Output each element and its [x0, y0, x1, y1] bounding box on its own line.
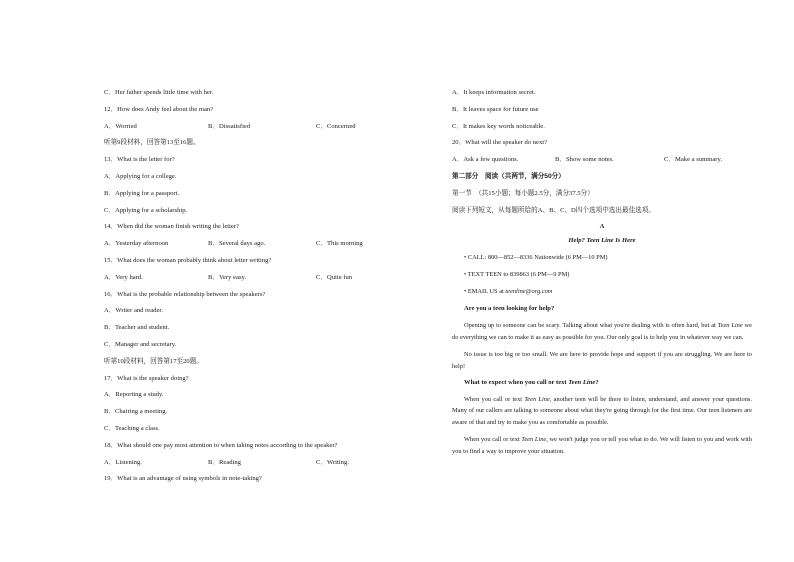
email-address: teenline@org.com — [505, 288, 553, 296]
q13-option-c: C．Applying for a scholarship. — [104, 206, 188, 214]
q14-option-a: A．Yesterday afternoon — [104, 240, 169, 248]
q15-option-b: B．Very easy. — [208, 273, 247, 281]
heading-2-end: ? — [595, 379, 599, 386]
contact-text: • TEXT TEEN to 839863 (6 PM—9 PM) — [464, 271, 570, 279]
q16-question: 16．What is the probable relationship between the speakers? — [104, 290, 266, 298]
passage-title: Help? Teen Line Is Here — [568, 237, 636, 245]
left-column — [104, 88, 404, 491]
q13-option-a: A．Applying for a college. — [104, 172, 177, 180]
q17-option-b: B．Chairing a meeting. — [104, 408, 168, 416]
paragraph-1-name: Teen Line — [717, 322, 743, 330]
q15-options — [104, 273, 404, 290]
paragraph-3-name: Teen Line — [524, 396, 550, 403]
heading-looking-for-help: Are you a teen looking for help? — [464, 305, 555, 313]
q17-question: 17．What is the speaker doing? — [104, 374, 189, 382]
q18-question: 18．What should one pay most attention to when taking notes according to the speaker? — [104, 441, 338, 449]
paragraph-4 — [452, 434, 752, 457]
q19-option-a: A．It keeps information secret. — [452, 89, 536, 96]
q12-option-c: C．Concerned — [316, 122, 356, 130]
paragraph-2: No issue is too big or too small. We are here to provide hope and support if you are struggling. We are here to help! — [452, 351, 752, 370]
right-column — [452, 88, 752, 457]
section-10-instruction: 听第10段材料，回答第17至20题。 — [104, 357, 203, 365]
q14-options — [104, 239, 404, 256]
q14-option-c: C．This morning — [316, 240, 363, 248]
q20-options — [452, 155, 752, 172]
part-2-heading: 第二部分 阅读（共两节，满分50分） — [452, 172, 565, 180]
paragraph-3-text-a: When you call or text — [464, 396, 525, 403]
q20-option-c: C．Make a summary. — [664, 156, 722, 164]
contact-call: • CALL: 800—852—8336 Nationwide (6 PM—10 PM) — [464, 254, 608, 262]
contact-email — [452, 287, 752, 304]
paragraph-1 — [452, 320, 752, 343]
q19-question: 19．What is an advantage of using symbols in note-taking? — [104, 475, 262, 483]
q20-option-b: B．Show some notes. — [555, 156, 614, 164]
q18-option-c: C．Writing. — [316, 458, 349, 466]
section-1-heading: 第一节 （共15小题；每小题2.5分，满分37.5分） — [452, 189, 594, 197]
q11-option-c: C．Her father spends little time with her. — [104, 89, 214, 96]
heading-2-text: What to expect when you call or text — [464, 379, 569, 386]
q16-option-b: B．Teacher and student. — [104, 324, 170, 332]
q12-option-a: A．Worried — [104, 122, 137, 130]
paragraph-4-text-a: When you call or text — [464, 436, 522, 444]
email-label: • EMAIL US at — [464, 288, 506, 296]
paragraph-4-name: Teen Line — [521, 436, 547, 444]
q18-option-a: A．Listening. — [104, 458, 142, 466]
q15-option-a: A．Very hard. — [104, 273, 143, 281]
q20-option-a: A．Ask a few questions. — [452, 156, 519, 164]
paragraph-3-text-b: , another teen will be there to listen, understand, and answer your questions. Many of our callers are talking to someone about what they're going through for the first time. Our teen listeners are aware of that and try to make you as comfortable as possible. — [452, 396, 753, 426]
q12-option-b: B．Dissatisfied — [208, 122, 251, 130]
q17-option-c: C．Teaching a class. — [104, 424, 160, 432]
q12-question: 12．How does Andy feel about the man? — [104, 105, 214, 113]
passage-letter: A — [599, 223, 605, 231]
q19-option-c: C．It makes key words noticeable. — [452, 122, 545, 130]
q19-option-b: B．It leaves space for future use — [452, 105, 539, 113]
q18-options — [104, 458, 404, 475]
reading-instruction: 阅读下列短文，从每题所给的A、B、C、D四个选项中选出最佳选项。 — [452, 206, 655, 214]
q12-options — [104, 122, 404, 139]
paragraph-1-text-b: we do everything we can to make it as easy as possible for you. Our only goal is to help you in whatever way we can. — [452, 322, 753, 341]
q20-question: 20．What will the speaker do next? — [452, 139, 548, 147]
q16-option-c: C．Manager and secretary. — [104, 340, 177, 348]
q13-option-b: B．Applying for a passport. — [104, 189, 180, 197]
heading-2-name: Teen Line — [568, 379, 596, 386]
q18-option-b: B．Reading — [208, 458, 241, 466]
q15-question: 15．What does the woman probably think about letter writing? — [104, 256, 272, 264]
paragraph-3 — [452, 394, 752, 428]
q13-question: 13．What is the letter for? — [104, 156, 175, 164]
q17-option-a: A．Reporting a study. — [104, 391, 164, 399]
heading-what-to-expect — [452, 378, 752, 394]
paragraph-4-text-b: , we won't judge you or tell you what to do. We will listen to you and work with you to find a way to improve your situation. — [452, 436, 752, 455]
q14-option-b: B．Several days ago. — [208, 240, 266, 248]
q15-option-c: C．Quite fun — [316, 273, 353, 281]
q14-question: 14．When did the woman finish writing the letter? — [104, 223, 239, 231]
paragraph-1-text-a: Opening up to someone can be scary. Talking about what you're dealing with is often hard, but at — [464, 322, 718, 330]
section-9-instruction: 听第9段材料，回答第13至16题。 — [104, 139, 200, 147]
q16-option-a: A．Writer and reader. — [104, 307, 163, 315]
